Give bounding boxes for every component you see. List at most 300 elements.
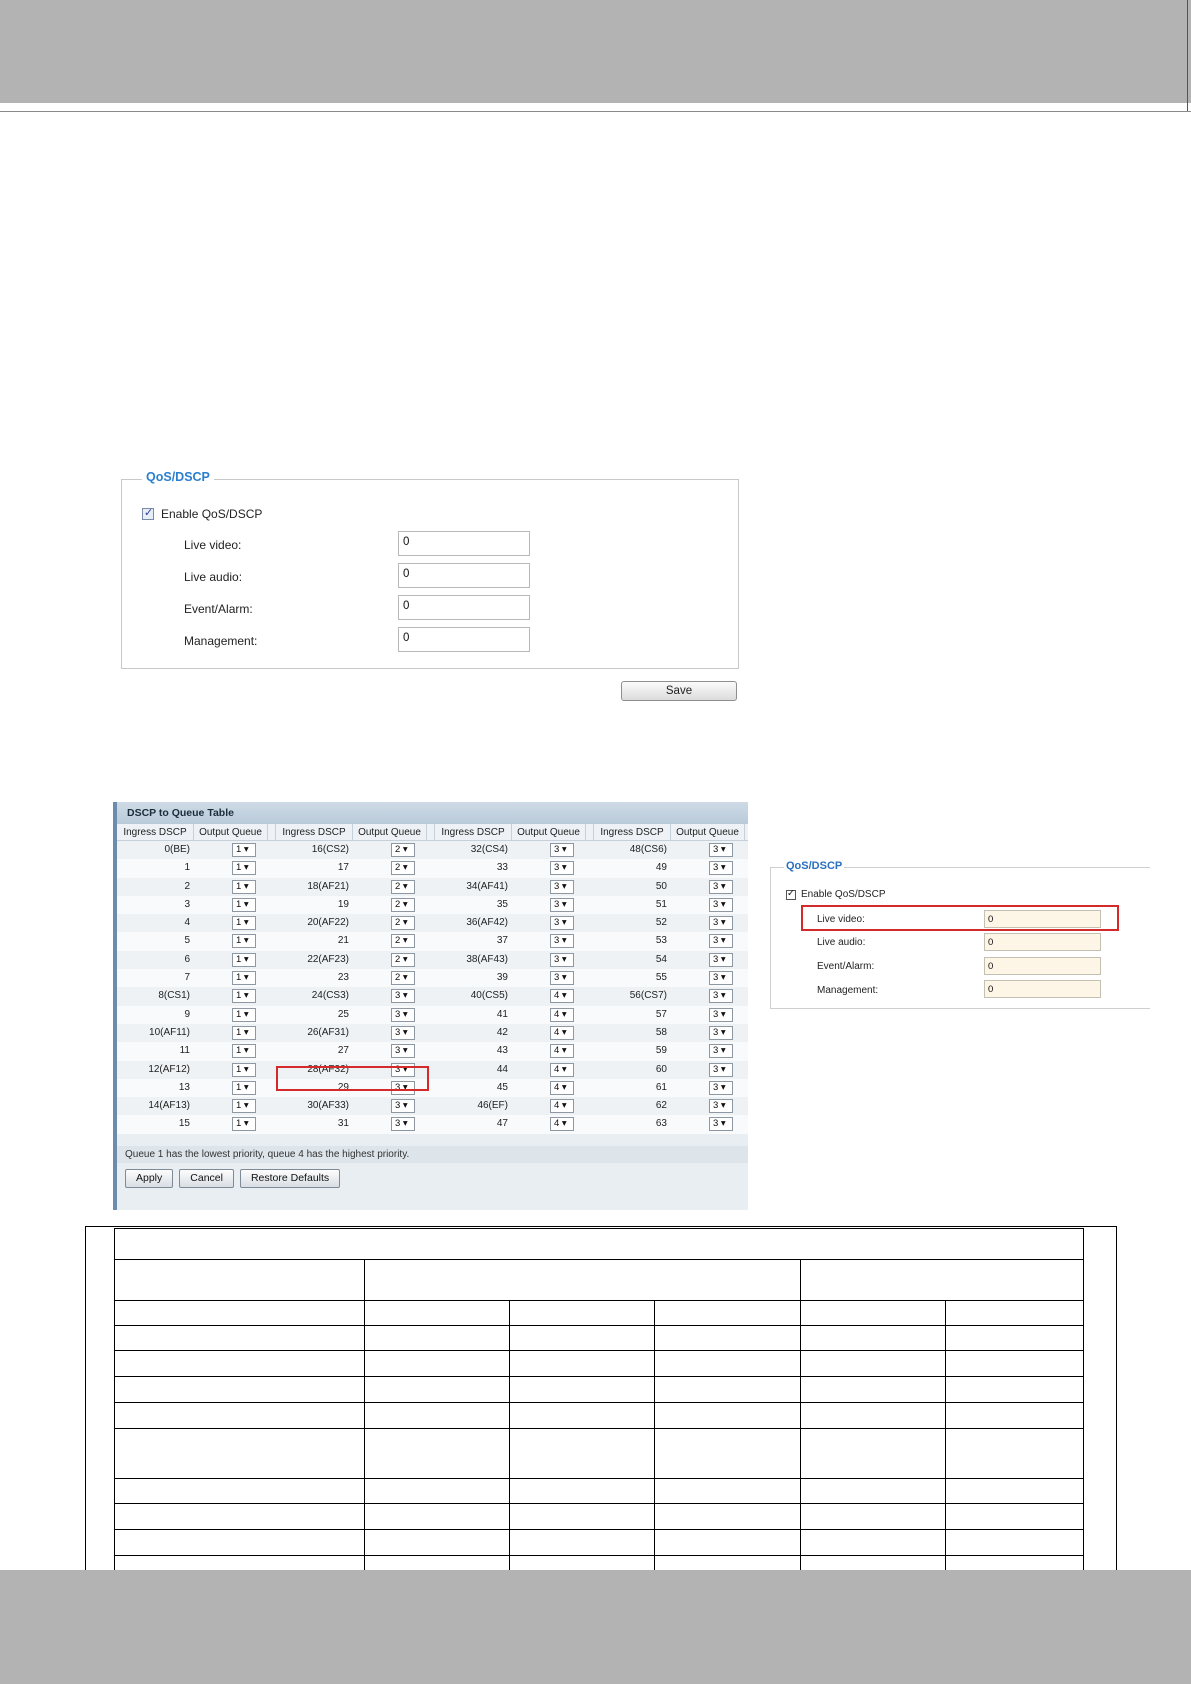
ingress-dscp-cell: 25 <box>337 1008 349 1020</box>
enable-qos-checkbox-2[interactable] <box>786 890 796 900</box>
output-queue-value: 2 <box>395 898 401 910</box>
column-gap <box>268 914 276 932</box>
column-gap <box>427 1097 435 1115</box>
dropdown-arrow-icon: ▾ <box>718 1008 726 1020</box>
output-queue-value: 3 <box>395 990 401 1002</box>
output-queue-value: 3 <box>554 862 560 874</box>
ingress-dscp-cell: 40(CS5) <box>470 990 508 1002</box>
output-queue-value: 1 <box>236 862 242 874</box>
output-queue-value: 3 <box>713 972 719 984</box>
output-queue-select[interactable] <box>550 898 574 912</box>
output-queue-value: 3 <box>713 898 719 910</box>
output-queue-select[interactable] <box>550 843 574 857</box>
output-queue-select[interactable] <box>391 934 415 948</box>
column-gap <box>586 859 594 877</box>
column-gap <box>586 841 594 859</box>
output-queue-value: 2 <box>395 917 401 929</box>
output-queue-value: 3 <box>395 1118 401 1130</box>
output-queue-cell <box>512 987 586 1005</box>
ingress-dscp-cell: 26(AF31) <box>307 1026 349 1038</box>
ingress-dscp-cell: 10(AF11) <box>149 1026 190 1038</box>
output-queue-value: 3 <box>554 880 560 892</box>
output-queue-cell <box>194 1042 268 1060</box>
output-queue-cell <box>194 1061 268 1079</box>
live-audio-input[interactable]: 0 <box>398 563 530 588</box>
column-header: Ingress DSCP <box>117 824 194 841</box>
dropdown-arrow-icon: ▾ <box>241 953 249 965</box>
enable-qos-label: Enable QoS/DSCP <box>161 507 263 521</box>
output-queue-select[interactable] <box>550 1008 574 1022</box>
ingress-dscp-cell: 15 <box>178 1118 190 1130</box>
footer-band <box>0 1570 1191 1684</box>
output-queue-select[interactable] <box>391 1099 415 1113</box>
ingress-dscp-cell: 57 <box>655 1008 667 1020</box>
output-queue-select[interactable] <box>550 1099 574 1113</box>
column-header: Ingress DSCP <box>276 824 353 841</box>
dropdown-arrow-icon: ▾ <box>559 1026 567 1038</box>
ingress-dscp-cell: 28(AF32) <box>307 1063 349 1075</box>
dropdown-arrow-icon: ▾ <box>559 953 567 965</box>
table-row <box>117 896 748 914</box>
output-queue-select[interactable] <box>232 989 256 1003</box>
ingress-dscp-cell: 48(CS6) <box>629 844 667 855</box>
table-cell <box>655 1377 801 1403</box>
table-cell <box>510 1403 655 1429</box>
output-queue-value: 3 <box>554 935 560 947</box>
output-queue-select[interactable] <box>391 898 415 912</box>
output-queue-select[interactable] <box>232 861 256 875</box>
output-queue-value: 2 <box>395 972 401 984</box>
output-queue-select[interactable] <box>550 934 574 948</box>
column-gap <box>586 896 594 914</box>
output-queue-value: 3 <box>713 862 719 874</box>
output-queue-select[interactable] <box>232 1099 256 1113</box>
dropdown-arrow-icon: ▾ <box>400 1100 408 1112</box>
dropdown-arrow-icon: ▾ <box>400 880 408 892</box>
output-queue-value: 3 <box>713 935 719 947</box>
output-queue-select[interactable] <box>232 898 256 912</box>
table-cell <box>365 1351 510 1377</box>
output-queue-value: 3 <box>554 953 560 965</box>
column-gap <box>586 878 594 896</box>
output-queue-select[interactable] <box>391 916 415 930</box>
output-queue-value: 3 <box>713 990 719 1002</box>
table-cell <box>655 1403 801 1429</box>
table-cell <box>801 1301 946 1326</box>
table-cell <box>801 1429 946 1479</box>
dropdown-arrow-icon: ▾ <box>400 1008 408 1020</box>
output-queue-cell <box>512 1061 586 1079</box>
output-queue-cell <box>512 1079 586 1097</box>
output-queue-cell <box>512 914 586 932</box>
table-cell <box>801 1377 946 1403</box>
dropdown-arrow-icon: ▾ <box>241 898 249 910</box>
ingress-dscp-cell: 16(CS2) <box>311 844 349 855</box>
column-gap <box>268 951 276 969</box>
output-queue-select[interactable] <box>709 1117 733 1131</box>
dscp-table-grid <box>117 824 748 1134</box>
dropdown-arrow-icon: ▾ <box>559 1045 567 1057</box>
ingress-dscp-cell: 60 <box>655 1063 667 1075</box>
enable-qos-row[interactable] <box>142 507 262 521</box>
output-queue-select[interactable] <box>709 1099 733 1113</box>
output-queue-select[interactable] <box>709 898 733 912</box>
ingress-dscp-cell: 63 <box>655 1118 667 1130</box>
output-queue-select[interactable] <box>550 1081 574 1095</box>
output-queue-cell <box>512 1024 586 1042</box>
output-queue-value: 4 <box>554 1081 560 1093</box>
output-queue-select[interactable] <box>709 861 733 875</box>
live-audio-label-2: Live audio: <box>817 937 866 948</box>
output-queue-select[interactable] <box>232 1008 256 1022</box>
dropdown-arrow-icon: ▾ <box>400 1118 408 1130</box>
management-input[interactable]: 0 <box>398 627 530 652</box>
dropdown-arrow-icon: ▾ <box>718 972 726 984</box>
column-header: Ingress DSCP <box>435 824 512 841</box>
output-queue-value: 1 <box>236 1063 242 1075</box>
output-queue-cell <box>194 1115 268 1133</box>
table-row <box>117 1061 748 1079</box>
table-row <box>117 878 748 896</box>
dscp-table-title: DSCP to Queue Table <box>117 802 748 824</box>
ingress-dscp-cell: 62 <box>655 1100 667 1112</box>
management-label: Management: <box>184 634 258 648</box>
output-queue-select[interactable] <box>232 1026 256 1040</box>
table-cell <box>365 1530 510 1556</box>
apply-button[interactable]: Apply <box>125 1169 173 1188</box>
output-queue-value: 3 <box>713 1045 719 1057</box>
dropdown-arrow-icon: ▾ <box>718 1026 726 1038</box>
table-cell <box>801 1530 946 1556</box>
output-queue-select[interactable] <box>391 1026 415 1040</box>
table-cell <box>365 1504 510 1530</box>
table-cell <box>365 1326 510 1351</box>
ingress-dscp-cell: 36(AF42) <box>466 917 508 929</box>
column-gap <box>586 1042 594 1060</box>
table-row <box>117 1006 748 1024</box>
dropdown-arrow-icon: ▾ <box>400 953 408 965</box>
table-cell <box>365 1260 801 1301</box>
output-queue-cell <box>512 1097 586 1115</box>
column-gap <box>268 896 276 914</box>
output-queue-select[interactable] <box>550 1044 574 1058</box>
output-queue-value: 3 <box>395 1081 401 1093</box>
dropdown-arrow-icon: ▾ <box>241 917 249 929</box>
output-queue-cell <box>671 1042 745 1060</box>
dropdown-arrow-icon: ▾ <box>241 844 249 855</box>
output-queue-select[interactable] <box>391 880 415 894</box>
ingress-dscp-cell: 45 <box>496 1081 508 1093</box>
column-gap <box>268 1024 276 1042</box>
output-queue-select[interactable] <box>550 971 574 985</box>
output-queue-select[interactable] <box>391 861 415 875</box>
live-video-input[interactable]: 0 <box>398 531 530 556</box>
output-queue-select[interactable] <box>550 880 574 894</box>
output-queue-select[interactable] <box>232 843 256 857</box>
column-gap <box>427 841 435 859</box>
column-gap <box>427 896 435 914</box>
ingress-dscp-cell: 38(AF43) <box>466 953 508 965</box>
output-queue-value: 3 <box>713 1100 719 1112</box>
output-queue-select[interactable] <box>232 953 256 967</box>
ingress-dscp-cell: 1 <box>184 862 190 874</box>
ingress-dscp-cell: 13 <box>178 1081 190 1093</box>
ingress-dscp-cell: 29 <box>337 1081 349 1093</box>
cancel-button[interactable]: Cancel <box>179 1169 234 1188</box>
enable-qos-checkbox[interactable] <box>142 508 154 520</box>
column-header: Output Queue <box>671 824 745 841</box>
qos-dscp-panel-2 <box>770 860 1150 1009</box>
save-button[interactable]: Save <box>621 681 737 701</box>
output-queue-select[interactable] <box>232 916 256 930</box>
output-queue-cell <box>671 1115 745 1133</box>
table-cell <box>510 1530 655 1556</box>
table-row <box>117 1024 748 1042</box>
output-queue-select[interactable] <box>232 1044 256 1058</box>
dropdown-arrow-icon: ▾ <box>718 844 726 855</box>
qos-dscp-legend-2: QoS/DSCP <box>786 860 843 872</box>
output-queue-cell <box>353 987 427 1005</box>
header-edge-rule <box>1187 0 1188 112</box>
output-queue-select[interactable] <box>550 989 574 1003</box>
ingress-dscp-cell: 12(AF12) <box>148 1063 190 1075</box>
output-queue-value: 2 <box>395 953 401 965</box>
live-video-label-2: Live video: <box>817 914 865 925</box>
output-queue-value: 1 <box>236 990 242 1002</box>
priority-footnote: Queue 1 has the lowest priority, queue 4 has the highest priority. <box>117 1146 748 1163</box>
output-queue-select[interactable] <box>550 953 574 967</box>
output-queue-cell <box>353 1024 427 1042</box>
ingress-dscp-cell: 35 <box>496 898 508 910</box>
output-queue-cell <box>671 1079 745 1097</box>
output-queue-select[interactable] <box>391 1008 415 1022</box>
table-cell <box>510 1326 655 1351</box>
table-cell <box>946 1377 1084 1403</box>
output-queue-value: 4 <box>554 1118 560 1130</box>
dropdown-arrow-icon: ▾ <box>559 990 567 1002</box>
output-queue-cell <box>671 1024 745 1042</box>
table-cell <box>115 1403 365 1429</box>
management-input-2[interactable]: 0 <box>984 980 1101 998</box>
live-video-input-2[interactable]: 0 <box>984 910 1101 928</box>
output-queue-value: 3 <box>713 844 719 855</box>
output-queue-value: 2 <box>395 844 401 855</box>
dropdown-arrow-icon: ▾ <box>400 1081 408 1093</box>
output-queue-select[interactable] <box>550 1063 574 1077</box>
dropdown-arrow-icon: ▾ <box>400 1026 408 1038</box>
table-cell <box>655 1351 801 1377</box>
output-queue-select[interactable] <box>709 934 733 948</box>
output-queue-cell <box>353 932 427 950</box>
ingress-dscp-cell: 32(CS4) <box>470 844 508 855</box>
column-gap <box>268 1006 276 1024</box>
ingress-dscp-cell: 49 <box>655 862 667 874</box>
column-gap <box>586 969 594 987</box>
output-queue-select[interactable] <box>709 1081 733 1095</box>
output-queue-cell <box>353 969 427 987</box>
dropdown-arrow-icon: ▾ <box>718 880 726 892</box>
output-queue-cell <box>353 951 427 969</box>
output-queue-select[interactable] <box>232 1081 256 1095</box>
output-queue-select[interactable] <box>232 1063 256 1077</box>
enable-qos-row-2[interactable] <box>786 889 886 900</box>
output-queue-select[interactable] <box>709 916 733 930</box>
dropdown-arrow-icon: ▾ <box>718 862 726 874</box>
output-queue-select[interactable] <box>550 916 574 930</box>
dropdown-arrow-icon: ▾ <box>241 1026 249 1038</box>
output-queue-select[interactable] <box>232 880 256 894</box>
table-cell <box>510 1479 655 1504</box>
column-gap <box>268 859 276 877</box>
output-queue-value: 3 <box>713 953 719 965</box>
output-queue-select[interactable] <box>391 953 415 967</box>
ingress-dscp-cell: 54 <box>655 953 667 965</box>
dropdown-arrow-icon: ▾ <box>241 1100 249 1112</box>
ingress-dscp-cell: 30(AF33) <box>307 1100 349 1112</box>
table-cell <box>801 1260 1084 1301</box>
output-queue-value: 4 <box>554 1063 560 1075</box>
output-queue-cell <box>512 841 586 859</box>
table-row <box>117 987 748 1005</box>
output-queue-cell <box>194 1024 268 1042</box>
output-queue-select[interactable] <box>709 1008 733 1022</box>
output-queue-cell <box>671 878 745 896</box>
ingress-dscp-cell: 3 <box>184 898 190 910</box>
column-gap <box>427 969 435 987</box>
column-gap <box>268 878 276 896</box>
output-queue-select[interactable] <box>232 934 256 948</box>
live-audio-label: Live audio: <box>184 570 243 584</box>
output-queue-select[interactable] <box>709 953 733 967</box>
output-queue-value: 1 <box>236 953 242 965</box>
column-gap <box>427 1042 435 1060</box>
output-queue-value: 2 <box>395 880 401 892</box>
dropdown-arrow-icon: ▾ <box>718 953 726 965</box>
output-queue-select[interactable] <box>232 1117 256 1131</box>
column-gap <box>268 969 276 987</box>
output-queue-cell <box>512 1042 586 1060</box>
column-header: Ingress DSCP <box>594 824 671 841</box>
column-gap <box>586 932 594 950</box>
ingress-dscp-cell: 5 <box>184 935 190 947</box>
ingress-dscp-cell: 9 <box>184 1008 190 1020</box>
output-queue-select[interactable] <box>709 1044 733 1058</box>
event-alarm-label-2: Event/Alarm: <box>817 961 875 972</box>
column-gap <box>427 1006 435 1024</box>
column-gap <box>427 987 435 1005</box>
event-alarm-input-2[interactable]: 0 <box>984 957 1101 975</box>
column-gap <box>427 859 435 877</box>
output-queue-select[interactable] <box>391 1044 415 1058</box>
dropdown-arrow-icon: ▾ <box>241 1081 249 1093</box>
output-queue-cell <box>671 1061 745 1079</box>
output-queue-value: 3 <box>554 972 560 984</box>
dropdown-arrow-icon: ▾ <box>559 880 567 892</box>
output-queue-select[interactable] <box>391 1117 415 1131</box>
enable-qos-label-2: Enable QoS/DSCP <box>801 889 886 900</box>
table-cell <box>115 1429 365 1479</box>
output-queue-cell <box>194 951 268 969</box>
output-queue-select[interactable] <box>550 1026 574 1040</box>
output-queue-cell <box>194 932 268 950</box>
output-queue-value: 1 <box>236 972 242 984</box>
output-queue-select[interactable] <box>709 880 733 894</box>
ingress-dscp-cell: 27 <box>337 1045 349 1057</box>
table-cell <box>510 1351 655 1377</box>
output-queue-select[interactable] <box>391 989 415 1003</box>
column-gap <box>268 841 276 859</box>
table-cell <box>115 1479 365 1504</box>
dropdown-arrow-icon: ▾ <box>559 862 567 874</box>
output-queue-select[interactable] <box>232 971 256 985</box>
ingress-dscp-cell: 20(AF22) <box>307 917 349 929</box>
ingress-dscp-cell: 7 <box>184 972 190 984</box>
column-gap <box>427 878 435 896</box>
table-cell <box>365 1403 510 1429</box>
output-queue-select[interactable] <box>709 843 733 857</box>
table-cell <box>510 1429 655 1479</box>
table-cell <box>365 1301 510 1326</box>
output-queue-value: 4 <box>554 1100 560 1112</box>
table-cell <box>115 1229 1084 1260</box>
column-gap <box>586 1006 594 1024</box>
dscp-table-header <box>117 824 748 841</box>
output-queue-cell <box>512 969 586 987</box>
table-row <box>117 859 748 877</box>
output-queue-select[interactable] <box>391 843 415 857</box>
output-queue-select[interactable] <box>709 989 733 1003</box>
output-queue-cell <box>194 987 268 1005</box>
ingress-dscp-cell: 34(AF41) <box>466 880 508 892</box>
output-queue-select[interactable] <box>709 1063 733 1077</box>
output-queue-cell <box>353 859 427 877</box>
live-audio-input-2[interactable]: 0 <box>984 933 1101 951</box>
output-queue-cell <box>194 841 268 859</box>
column-gap <box>586 1079 594 1097</box>
output-queue-select[interactable] <box>550 861 574 875</box>
dropdown-arrow-icon: ▾ <box>718 898 726 910</box>
output-queue-select[interactable] <box>709 971 733 985</box>
table-cell <box>801 1351 946 1377</box>
output-queue-select[interactable] <box>391 971 415 985</box>
output-queue-value: 3 <box>395 1026 401 1038</box>
output-queue-value: 1 <box>236 1081 242 1093</box>
dropdown-arrow-icon: ▾ <box>559 1008 567 1020</box>
dropdown-arrow-icon: ▾ <box>400 898 408 910</box>
output-queue-cell <box>512 878 586 896</box>
column-gap <box>427 824 435 841</box>
ingress-dscp-cell: 33 <box>496 862 508 874</box>
ingress-dscp-cell: 31 <box>337 1118 349 1130</box>
ingress-dscp-cell: 23 <box>337 972 349 984</box>
event-alarm-input[interactable]: 0 <box>398 595 530 620</box>
restore-defaults-button[interactable]: Restore Defaults <box>240 1169 340 1188</box>
table-cell <box>946 1530 1084 1556</box>
output-queue-select[interactable] <box>550 1117 574 1131</box>
output-queue-cell <box>194 1079 268 1097</box>
table-cell <box>946 1326 1084 1351</box>
table-cell <box>946 1301 1084 1326</box>
qos-dscp-legend: QoS/DSCP <box>142 470 214 484</box>
output-queue-cell <box>353 1097 427 1115</box>
output-queue-cell <box>194 1097 268 1115</box>
ingress-dscp-cell: 50 <box>655 880 667 892</box>
table-cell <box>801 1479 946 1504</box>
output-queue-value: 3 <box>713 1081 719 1093</box>
output-queue-cell <box>353 1042 427 1060</box>
output-queue-select[interactable] <box>709 1026 733 1040</box>
ingress-dscp-cell: 56(CS7) <box>629 990 667 1002</box>
